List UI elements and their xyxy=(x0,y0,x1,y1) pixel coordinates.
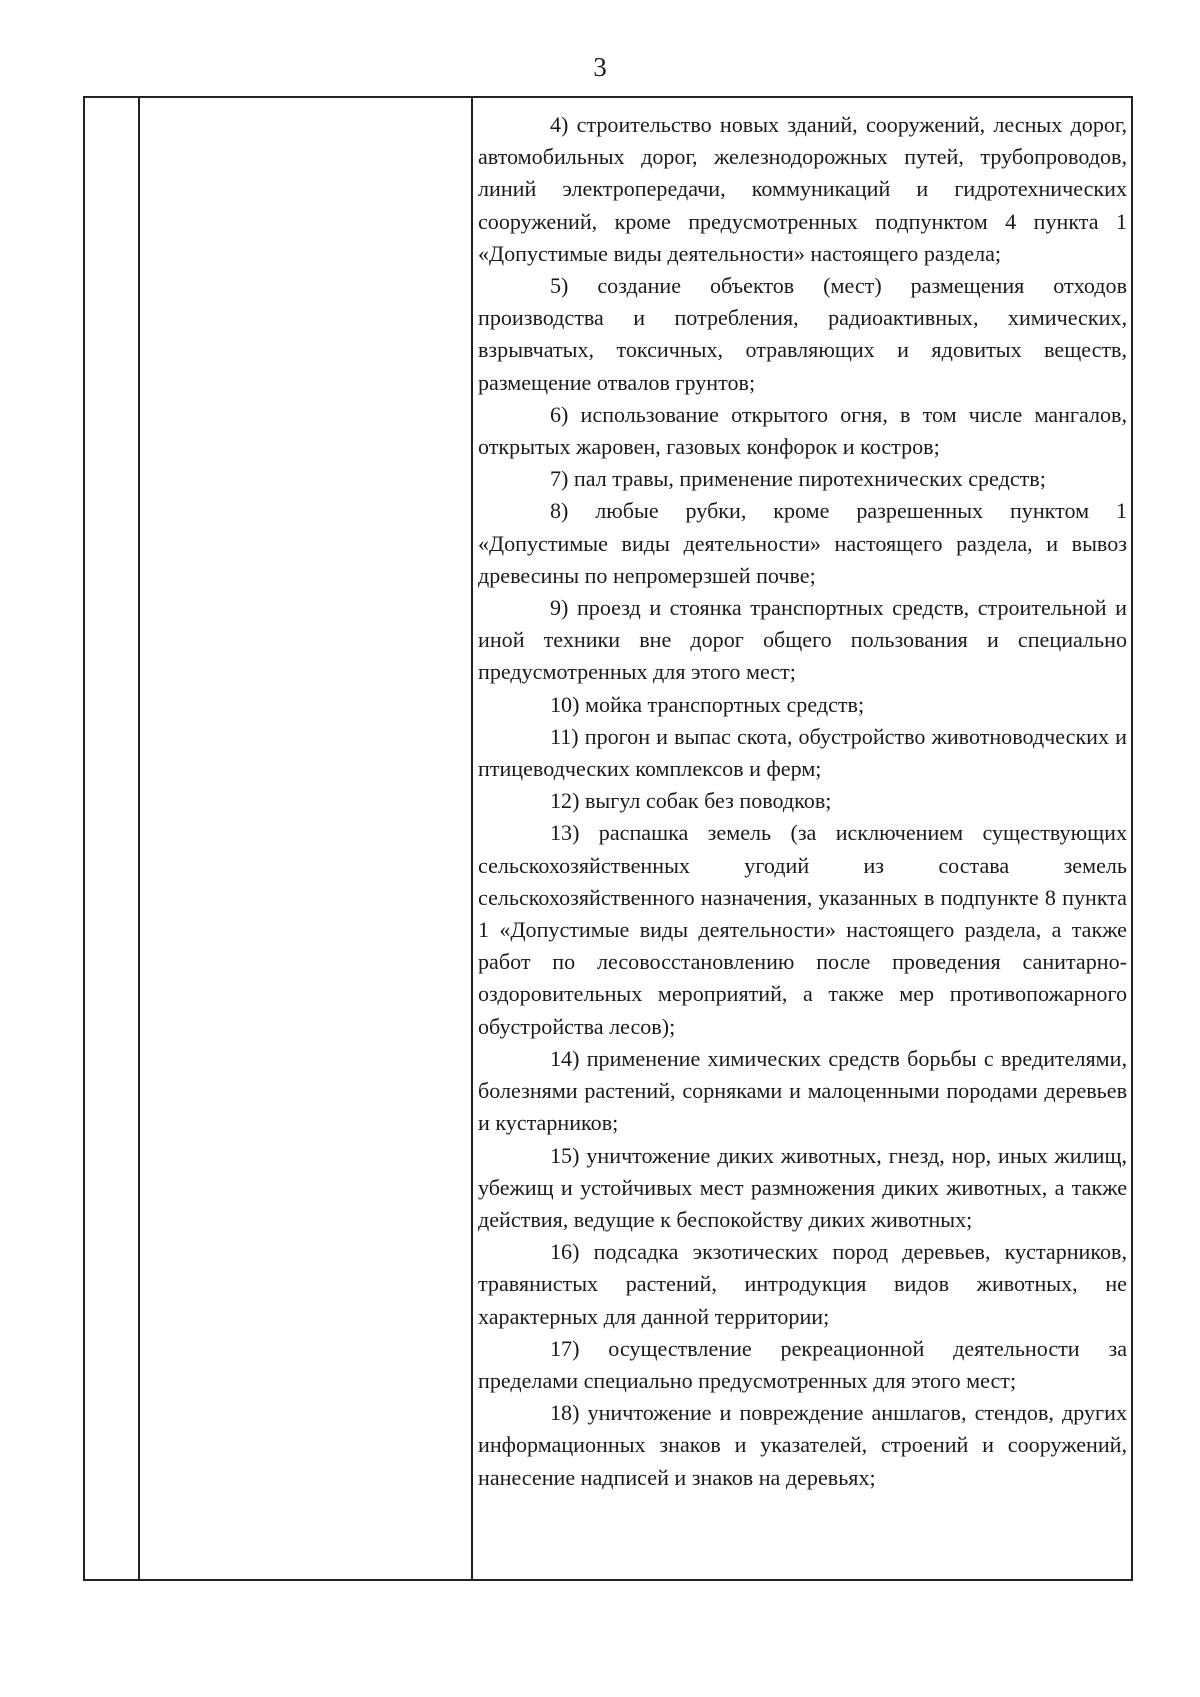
document-table xyxy=(83,96,1133,1581)
clause-9: 9) проезд и стоянка транспортных средств, строительной и иной техники вне дорог общего пользования и специально предусмотренных для этого мест; xyxy=(478,595,1127,685)
clause-15: 15) уничтожение диких животных, гнезд, нор, иных жилищ, убежищ и устойчивых мест размножения диких животных, а также действия, ведущие к беспокойству диких животных; xyxy=(478,1142,1127,1232)
clause-11: 11) прогон и выпас скота, обустройство животноводческих и птицеводческих комплексов и ферм; xyxy=(478,723,1127,782)
clause-16: 16) подсадка экзотических пород деревьев, кустарников, травянистых растений, интродукция видов животных, не характерных для данной территории; xyxy=(478,1239,1127,1329)
table-column-number xyxy=(85,98,140,1579)
clause-10: 10) мойка транспортных средств; xyxy=(550,691,865,717)
clause-12: 12) выгул собак без поводков; xyxy=(550,788,832,814)
clause-17: 17) осуществление рекреационной деятельности за пределами специально предусмотренных для этого мест; xyxy=(478,1335,1127,1393)
clause-18: 18) уничтожение и повреждение аншлагов, стендов, других информационных знаков и указателей, строений и сооружений, нанесение надписей и знаков на деревьях; xyxy=(478,1400,1127,1490)
clause-4: 4) строительство новых зданий, сооружений, лесных дорог, автомобильных дорог, железнодорожных путей, трубопроводов, линий электропередачи, коммуникаций и гидротехнических сооружений, кроме предусмотренных подпунктом 4 пункта 1 «Допустимые виды деятельности» настоящего раздела; xyxy=(478,112,1127,266)
clause-8: 8) любые рубки, кроме разрешенных пунктом 1 «Допустимые виды деятельности» настоящего раздела, и вывоз древесины по непромерзшей почве; xyxy=(478,498,1127,588)
clause-14: 14) применение химических средств борьбы с вредителями, болезнями растений, сорняками и малоценными породами деревьев и кустарников; xyxy=(478,1045,1127,1136)
page-number: 3 xyxy=(593,52,607,82)
table-column-title xyxy=(140,98,473,1579)
table-column-content xyxy=(478,98,1127,1579)
clause-5: 5) создание объектов (мест) размещения отходов производства и потребления, радиоактивных, химических, взрывчатых, токсичных, отравляющих и ядовитых веществ, размещение отвалов грунтов; xyxy=(478,273,1127,395)
clause-7: 7) пал травы, применение пиротехнических средств; xyxy=(550,466,1046,492)
clause-13: 13) распашка земель (за исключением существующих сельскохозяйственных угодий из состава земель сельскохозяйственного назначения, указанных в подпункте 8 пункта 1 «Допустимые виды деятельности» настоящего раздела, а также работ по лесовосстановлению после проведения санитарно-оздоровительных мероприятий, а также мер противопожарного обустройства лесов); xyxy=(478,820,1127,1039)
clause-6: 6) использование открытого огня, в том числе мангалов, открытых жаровен, газовых конфорок и костров; xyxy=(478,401,1127,460)
